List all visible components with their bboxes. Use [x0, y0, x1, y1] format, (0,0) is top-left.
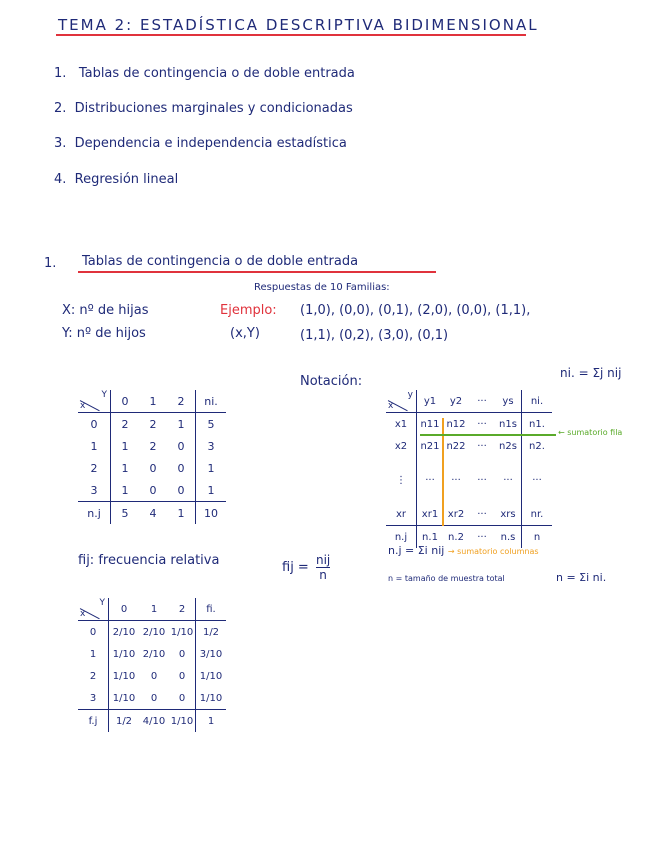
- table1-col-header: 1: [139, 390, 167, 413]
- table-cell: n.j: [78, 502, 111, 525]
- table-cell: 0: [150, 670, 158, 682]
- table-cell: ···: [477, 508, 487, 520]
- table-cell: 4: [139, 502, 167, 525]
- table-total-row: [78, 710, 226, 733]
- table-row: [78, 621, 226, 644]
- page-title: TEMA 2: ESTADÍSTICA DESCRIPTIVA BIDIMENSIONAL: [58, 16, 539, 34]
- table-cell: xrs: [500, 508, 516, 520]
- table-cell: ···: [503, 474, 513, 486]
- table-cell: 5: [196, 413, 227, 436]
- table2-col-header: ···: [469, 390, 495, 413]
- table3-marg-header: fi.: [196, 598, 227, 621]
- sum-fila-note: ← sumatorio fila: [558, 428, 623, 437]
- table-cell: 0: [149, 461, 157, 475]
- table-cell: 1: [196, 457, 227, 479]
- table-row: [78, 457, 226, 479]
- table-cell: ···: [477, 418, 487, 430]
- table-cell: n21: [420, 440, 440, 452]
- table-cell: n2.: [522, 435, 553, 457]
- pairs-line-1: (1,0), (0,0), (0,1), (2,0), (0,0), (1,1),: [300, 303, 531, 318]
- table-row: [386, 435, 552, 457]
- table3-col-header: 1: [139, 598, 169, 621]
- table-cell: f.j: [78, 710, 109, 733]
- table1-corner: Y x: [78, 390, 111, 413]
- table-row: [78, 435, 226, 457]
- n-formula: n = Σi ni.: [556, 571, 607, 584]
- table-row: [386, 503, 552, 526]
- table3-col-header: 0: [109, 598, 140, 621]
- table-cell: 3/10: [196, 643, 227, 665]
- table-cell: 2: [149, 439, 157, 453]
- table-cell: ···: [425, 474, 435, 486]
- table-cell: 2/10: [142, 626, 166, 638]
- table-cell: 1/10: [112, 670, 136, 682]
- table-total-row: [78, 502, 226, 525]
- table-cell: ···: [451, 474, 461, 486]
- table-cell: 0: [150, 692, 158, 704]
- xy-label: (x,Y): [230, 326, 260, 341]
- index-item-1: 1. Tablas de contingencia o de doble entrada: [54, 66, 355, 81]
- notacion-label: Notación:: [300, 374, 363, 389]
- fij-label: fij: frecuencia relativa: [78, 553, 220, 568]
- table-cell: 1/10: [112, 692, 136, 704]
- table1-marg-header: ni.: [196, 390, 227, 413]
- contingency-table-1: [78, 390, 226, 524]
- table-cell: 1: [121, 483, 129, 497]
- pairs-line-2: (1,1), (0,2), (3,0), (0,1): [300, 328, 449, 343]
- table-cell: 0: [78, 413, 111, 436]
- table-row: [386, 457, 552, 503]
- table-cell: 1/10: [170, 626, 194, 638]
- table2-col-header: y1: [417, 390, 444, 413]
- table-cell: 1: [177, 417, 185, 431]
- var-y-label: Y: nº de hijos: [62, 326, 146, 341]
- table-cell: 3: [78, 687, 109, 710]
- table-row: [78, 643, 226, 665]
- notation-table: [386, 390, 552, 548]
- table-cell: 3: [196, 435, 227, 457]
- table3-corner: Y x: [78, 598, 109, 621]
- table-cell: 2: [78, 665, 109, 687]
- table-cell: 1: [167, 502, 196, 525]
- table-cell: 0: [177, 483, 185, 497]
- table-cell: 2: [121, 417, 129, 431]
- table-cell: 1: [78, 643, 109, 665]
- table-cell: nr.: [522, 503, 553, 526]
- table-cell: xr2: [447, 508, 465, 520]
- n-total-label: n = tamaño de muestra total: [388, 574, 505, 583]
- section-underline: [78, 271, 436, 273]
- table2-col-header: y2: [443, 390, 469, 413]
- table-cell: 1: [121, 439, 129, 453]
- table-cell: n12: [446, 418, 466, 430]
- table-cell: 1/2: [109, 710, 140, 733]
- table-cell: 1: [196, 479, 227, 502]
- table-cell: 0: [177, 439, 185, 453]
- relative-frequency-table: [78, 598, 226, 732]
- table-cell: 1/10: [169, 710, 196, 733]
- table-cell: ···: [522, 457, 553, 503]
- table-cell: 2: [78, 457, 111, 479]
- table1-col-header: 2: [167, 390, 196, 413]
- table-cell: 0: [178, 692, 186, 704]
- table-row: [78, 665, 226, 687]
- table-row: [386, 413, 552, 436]
- table-cell: 10: [196, 502, 227, 525]
- row-sum-arrow: [420, 434, 556, 436]
- ejemplo-label: Ejemplo:: [220, 303, 277, 318]
- table-cell: n22: [446, 440, 466, 452]
- table-cell: n.s: [495, 526, 522, 549]
- table-cell: 1/10: [112, 648, 136, 660]
- section-title: Tablas de contingencia o de doble entrada: [82, 254, 359, 269]
- table-cell: n1s: [499, 418, 517, 430]
- table-row: [78, 479, 226, 502]
- table-cell: 2/10: [112, 626, 136, 638]
- table-cell: ···: [477, 440, 487, 452]
- table2-corner: y x: [386, 390, 417, 413]
- table-cell: 0: [177, 461, 185, 475]
- table-cell: 0: [178, 648, 186, 660]
- table-cell: 2: [149, 417, 157, 431]
- table-cell: 0: [149, 483, 157, 497]
- table-cell: n.j: [386, 526, 417, 549]
- table-cell: 1: [78, 435, 111, 457]
- table-cell: 4/10: [139, 710, 169, 733]
- table-cell: n.2: [443, 526, 469, 549]
- index-item-2: 2. Distribuciones marginales y condicionadas: [54, 101, 353, 116]
- table-cell: 1: [196, 710, 227, 733]
- table-cell: x2: [386, 435, 417, 457]
- table-cell: ···: [469, 526, 495, 549]
- table2-marg-header: ni.: [522, 390, 553, 413]
- table-cell: n: [522, 526, 553, 549]
- table-cell: 0: [78, 621, 109, 644]
- table-cell: 3: [78, 479, 111, 502]
- table-row: [78, 413, 226, 436]
- table-cell: 1/10: [196, 687, 227, 710]
- table-cell: x1: [386, 413, 417, 436]
- table-cell: 2/10: [142, 648, 166, 660]
- table-cell: 1: [121, 461, 129, 475]
- table-cell: n1.: [522, 413, 553, 436]
- table-cell: ···: [477, 474, 487, 486]
- table-cell: 5: [111, 502, 140, 525]
- nj-formula: n.j = Σi nij → sumatorio columnas: [388, 544, 539, 557]
- table-cell: xr: [386, 503, 417, 526]
- table-cell: n2s: [499, 440, 517, 452]
- table3-col-header: 2: [169, 598, 196, 621]
- table2-col-header: ys: [495, 390, 522, 413]
- title-underline: [56, 34, 526, 36]
- index-item-4: 4. Regresión lineal: [54, 172, 179, 187]
- respuestas-label: Respuestas de 10 Familias:: [254, 282, 390, 293]
- table1-col-header: 0: [111, 390, 140, 413]
- index-item-3: 3. Dependencia e independencia estadística: [54, 136, 347, 151]
- table-cell: 1/10: [196, 665, 227, 687]
- table-cell: 0: [178, 670, 186, 682]
- section-number: 1.: [44, 256, 57, 271]
- ni-formula: ni. = Σj nij: [560, 366, 622, 380]
- table-cell: ⋮: [386, 457, 417, 503]
- var-x-label: X: nº de hijas: [62, 303, 149, 318]
- table-cell: 1/2: [196, 621, 227, 644]
- table-cell: n11: [420, 418, 440, 430]
- table-cell: n.1: [417, 526, 444, 549]
- table-cell: xr1: [421, 508, 439, 520]
- table-row: [78, 687, 226, 710]
- fij-formula: fij = nij n: [282, 553, 331, 582]
